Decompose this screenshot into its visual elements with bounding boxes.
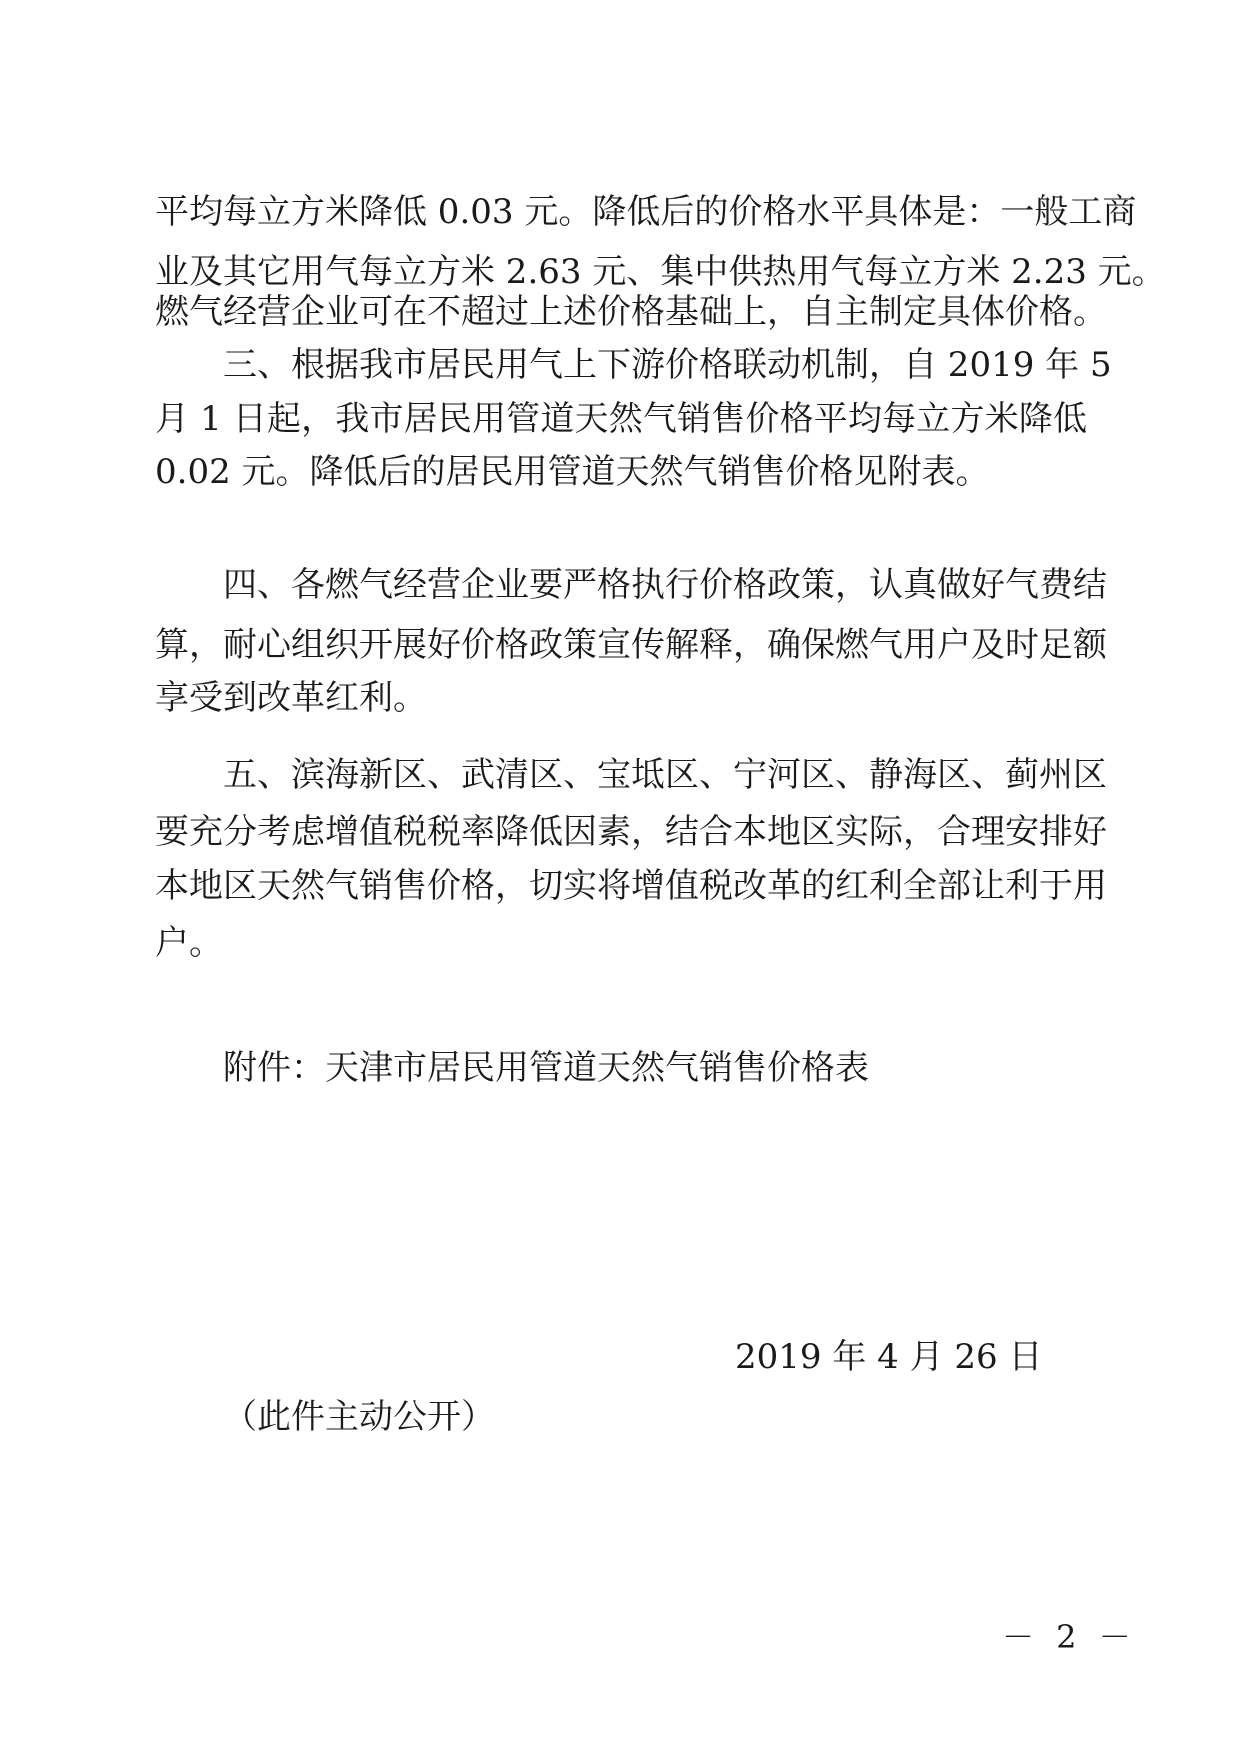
paragraph-4-line-3: 享受到改革红利。 [155,678,427,718]
paragraph-5-line-4: 户。 [155,923,223,963]
public-disclosure-note: （此件主动公开） [223,1397,495,1437]
paragraph-5-line-2: 要充分考虑增值税税率降低因素，结合本地区实际，合理安排好 [155,812,1107,852]
issue-date: 2019 年 4 月 26 日 [735,1337,1043,1377]
paragraph-5-line-3: 本地区天然气销售价格，切实将增值税改革的红利全部让利于用 [155,866,1107,906]
paragraph-2-line-2: 业及其它用气每立方米 2.63 元、集中供热用气每立方米 2.23 元。 [155,252,1166,292]
paragraph-3-line-2: 月 1 日起，我市居民用管道天然气销售价格平均每立方米降低 [155,399,1087,439]
paragraph-2-line-3: 燃气经营企业可在不超过上述价格基础上，自主制定具体价格。 [155,292,1107,332]
paragraph-3-line-3: 0.02 元。降低后的居民用管道天然气销售价格见附表。 [155,452,990,492]
paragraph-4-line-1: 四、各燃气经营企业要严格执行价格政策，认真做好气费结 [223,565,1107,605]
paragraph-2-line-1: 平均每立方米降低 0.03 元。降低后的价格水平具体是：一般工商 [155,192,1137,232]
paragraph-5-line-1: 五、滨海新区、武清区、宝坻区、宁河区、静海区、蓟州区 [223,755,1107,795]
paragraph-4-line-2: 算，耐心组织开展好价格政策宣传解释，确保燃气用户及时足额 [155,625,1107,665]
attachment-note: 附件：天津市居民用管道天然气销售价格表 [223,1048,869,1088]
paragraph-3-line-1: 三、根据我市居民用气上下游价格联动机制，自 2019 年 5 [223,345,1112,385]
page-number: － 2 － [1002,1618,1137,1656]
